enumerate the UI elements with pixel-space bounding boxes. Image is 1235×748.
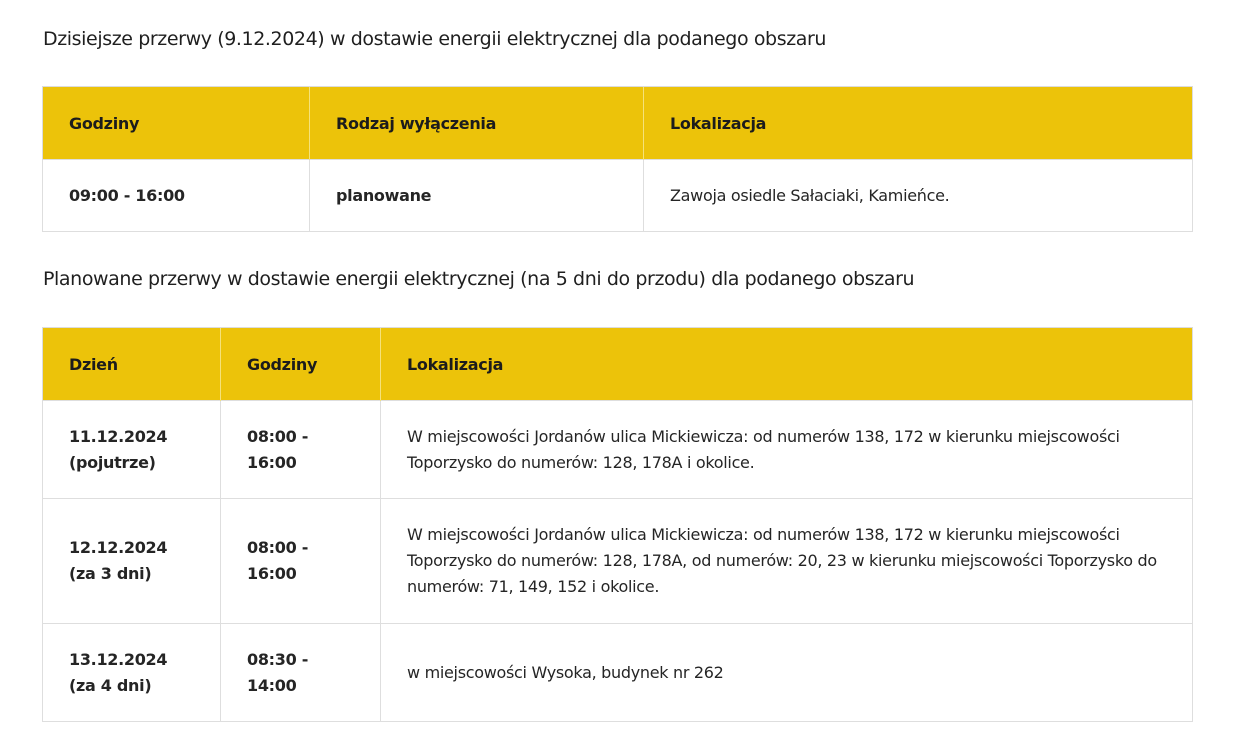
- cell-day: 13.12.2024 (za 4 dni): [43, 624, 221, 722]
- column-header-hours: Godziny: [43, 87, 310, 160]
- cell-outage-type: planowane: [310, 160, 644, 232]
- cell-hours: 08:00 - 16:00: [221, 499, 381, 624]
- cell-location: W miejscowości Jordanów ulica Mickiewicza: od numerów 138, 172 w kierunku miejscowości Toporzysko do numerów: 128, 178A, od numerów: 20, 23 w kierunku miejscowości Toporzysko do numerów: 71, 149, 152 i okolice.: [381, 499, 1193, 624]
- table-row: [43, 401, 1193, 499]
- column-header-day: Dzień: [43, 328, 221, 401]
- today-outages-title: Dzisiejsze przerwy (9.12.2024) w dostawie energii elektrycznej dla podanego obszaru: [43, 28, 827, 50]
- planned-outages-title: Planowane przerwy w dostawie energii elektrycznej (na 5 dni do przodu) dla podanego obszaru: [43, 268, 915, 290]
- today-outages-table: [42, 86, 1193, 232]
- table-row: [43, 624, 1193, 722]
- cell-hours: 09:00 - 16:00: [43, 160, 310, 232]
- column-header-location: Lokalizacja: [381, 328, 1193, 401]
- column-header-outage-type: Rodzaj wyłączenia: [310, 87, 644, 160]
- cell-location: Zawoja osiedle Sałaciaki, Kamieńce.: [644, 160, 1193, 232]
- cell-day: 12.12.2024 (za 3 dni): [43, 499, 221, 624]
- table-row: [43, 499, 1193, 624]
- column-header-hours: Godziny: [221, 328, 381, 401]
- table-row: [43, 160, 1193, 232]
- cell-hours: 08:00 - 16:00: [221, 401, 381, 499]
- table-header-row: [43, 87, 1193, 160]
- cell-day: 11.12.2024 (pojutrze): [43, 401, 221, 499]
- column-header-location: Lokalizacja: [644, 87, 1193, 160]
- table-header-row: [43, 328, 1193, 401]
- planned-outages-table: [42, 327, 1193, 722]
- cell-location: W miejscowości Jordanów ulica Mickiewicza: od numerów 138, 172 w kierunku miejscowości Toporzysko do numerów: 128, 178A i okolice.: [381, 401, 1193, 499]
- cell-hours: 08:30 - 14:00: [221, 624, 381, 722]
- cell-location: w miejscowości Wysoka, budynek nr 262: [381, 624, 1193, 722]
